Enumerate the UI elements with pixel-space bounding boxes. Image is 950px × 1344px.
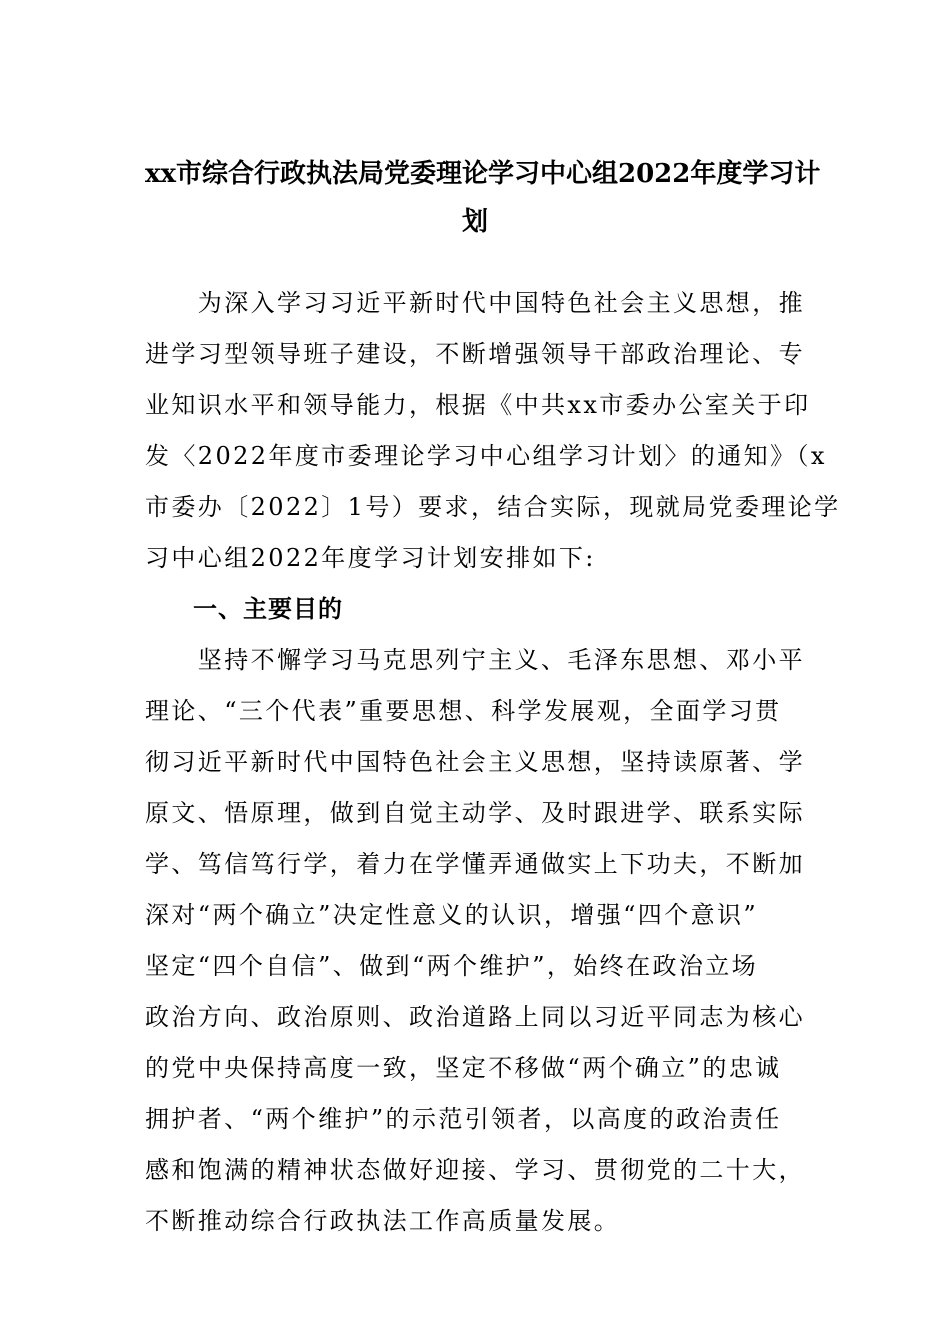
section1-line-8: 政治方向、政治原则、政治道路上同以习近平同志为核心 [145,1003,805,1031]
section1-line-3: 彻习近平新时代中国特色社会主义思想，坚持读原著、学 [145,748,805,776]
section1-line-6: 深对“两个确立”决定性意义的认识，增强“四个意识” [145,901,759,929]
section1-line-2: 理论、“三个代表”重要思想、科学发展观，全面学习贯 [145,697,782,725]
title-line-1: xx市综合行政执法局党委理论学习中心组2022年度学习计 [145,159,821,189]
section-heading-main-purpose: 一、主要目的 [193,595,343,623]
section1-line-10: 拥护者、“两个维护”的示范引领者，以高度的政治责任 [145,1105,782,1133]
intro-line-4: 发〈2022年度市委理论学习中心组学习计划〉的通知》（x [145,442,827,470]
intro-line-1: 为深入学习习近平新时代中国特色社会主义思想，推 [145,289,805,317]
document-body [145,278,841,1247]
section1-line-11: 感和饱满的精神状态做好迎接、学习、贯彻党的二十大， [145,1156,805,1184]
section1-line-4: 原文、悟原理，做到自觉主动学、及时跟进学、联系实际 [145,799,805,827]
section1-line-7: 坚定“四个自信”、做到“两个维护”，始终在政治立场 [145,952,759,980]
document-title [145,150,821,246]
intro-line-6: 习中心组2022年度学习计划安排如下: [145,544,596,572]
section1-line-9: 的党中央保持高度一致，坚定不移做“两个确立”的忠诚 [145,1054,782,1082]
section1-line-12: 不断推动综合行政执法工作高质量发展。 [145,1207,621,1235]
section1-line-1: 坚持不懈学习马克思列宁主义、毛泽东思想、邓小平 [145,646,805,674]
intro-line-5: 市委办〔2022〕1号）要求，结合实际，现就局党委理论学 [145,493,841,521]
intro-line-2: 进学习型领导班子建设，不断增强领导干部政治理论、专 [145,340,805,368]
title-line-2: 划 [461,207,488,237]
section1-line-5: 学、笃信笃行学，着力在学懂弄通做实上下功夫，不断加 [145,850,805,878]
intro-line-3: 业知识水平和领导能力，根据《中共xx市委办公室关于印 [145,391,811,419]
